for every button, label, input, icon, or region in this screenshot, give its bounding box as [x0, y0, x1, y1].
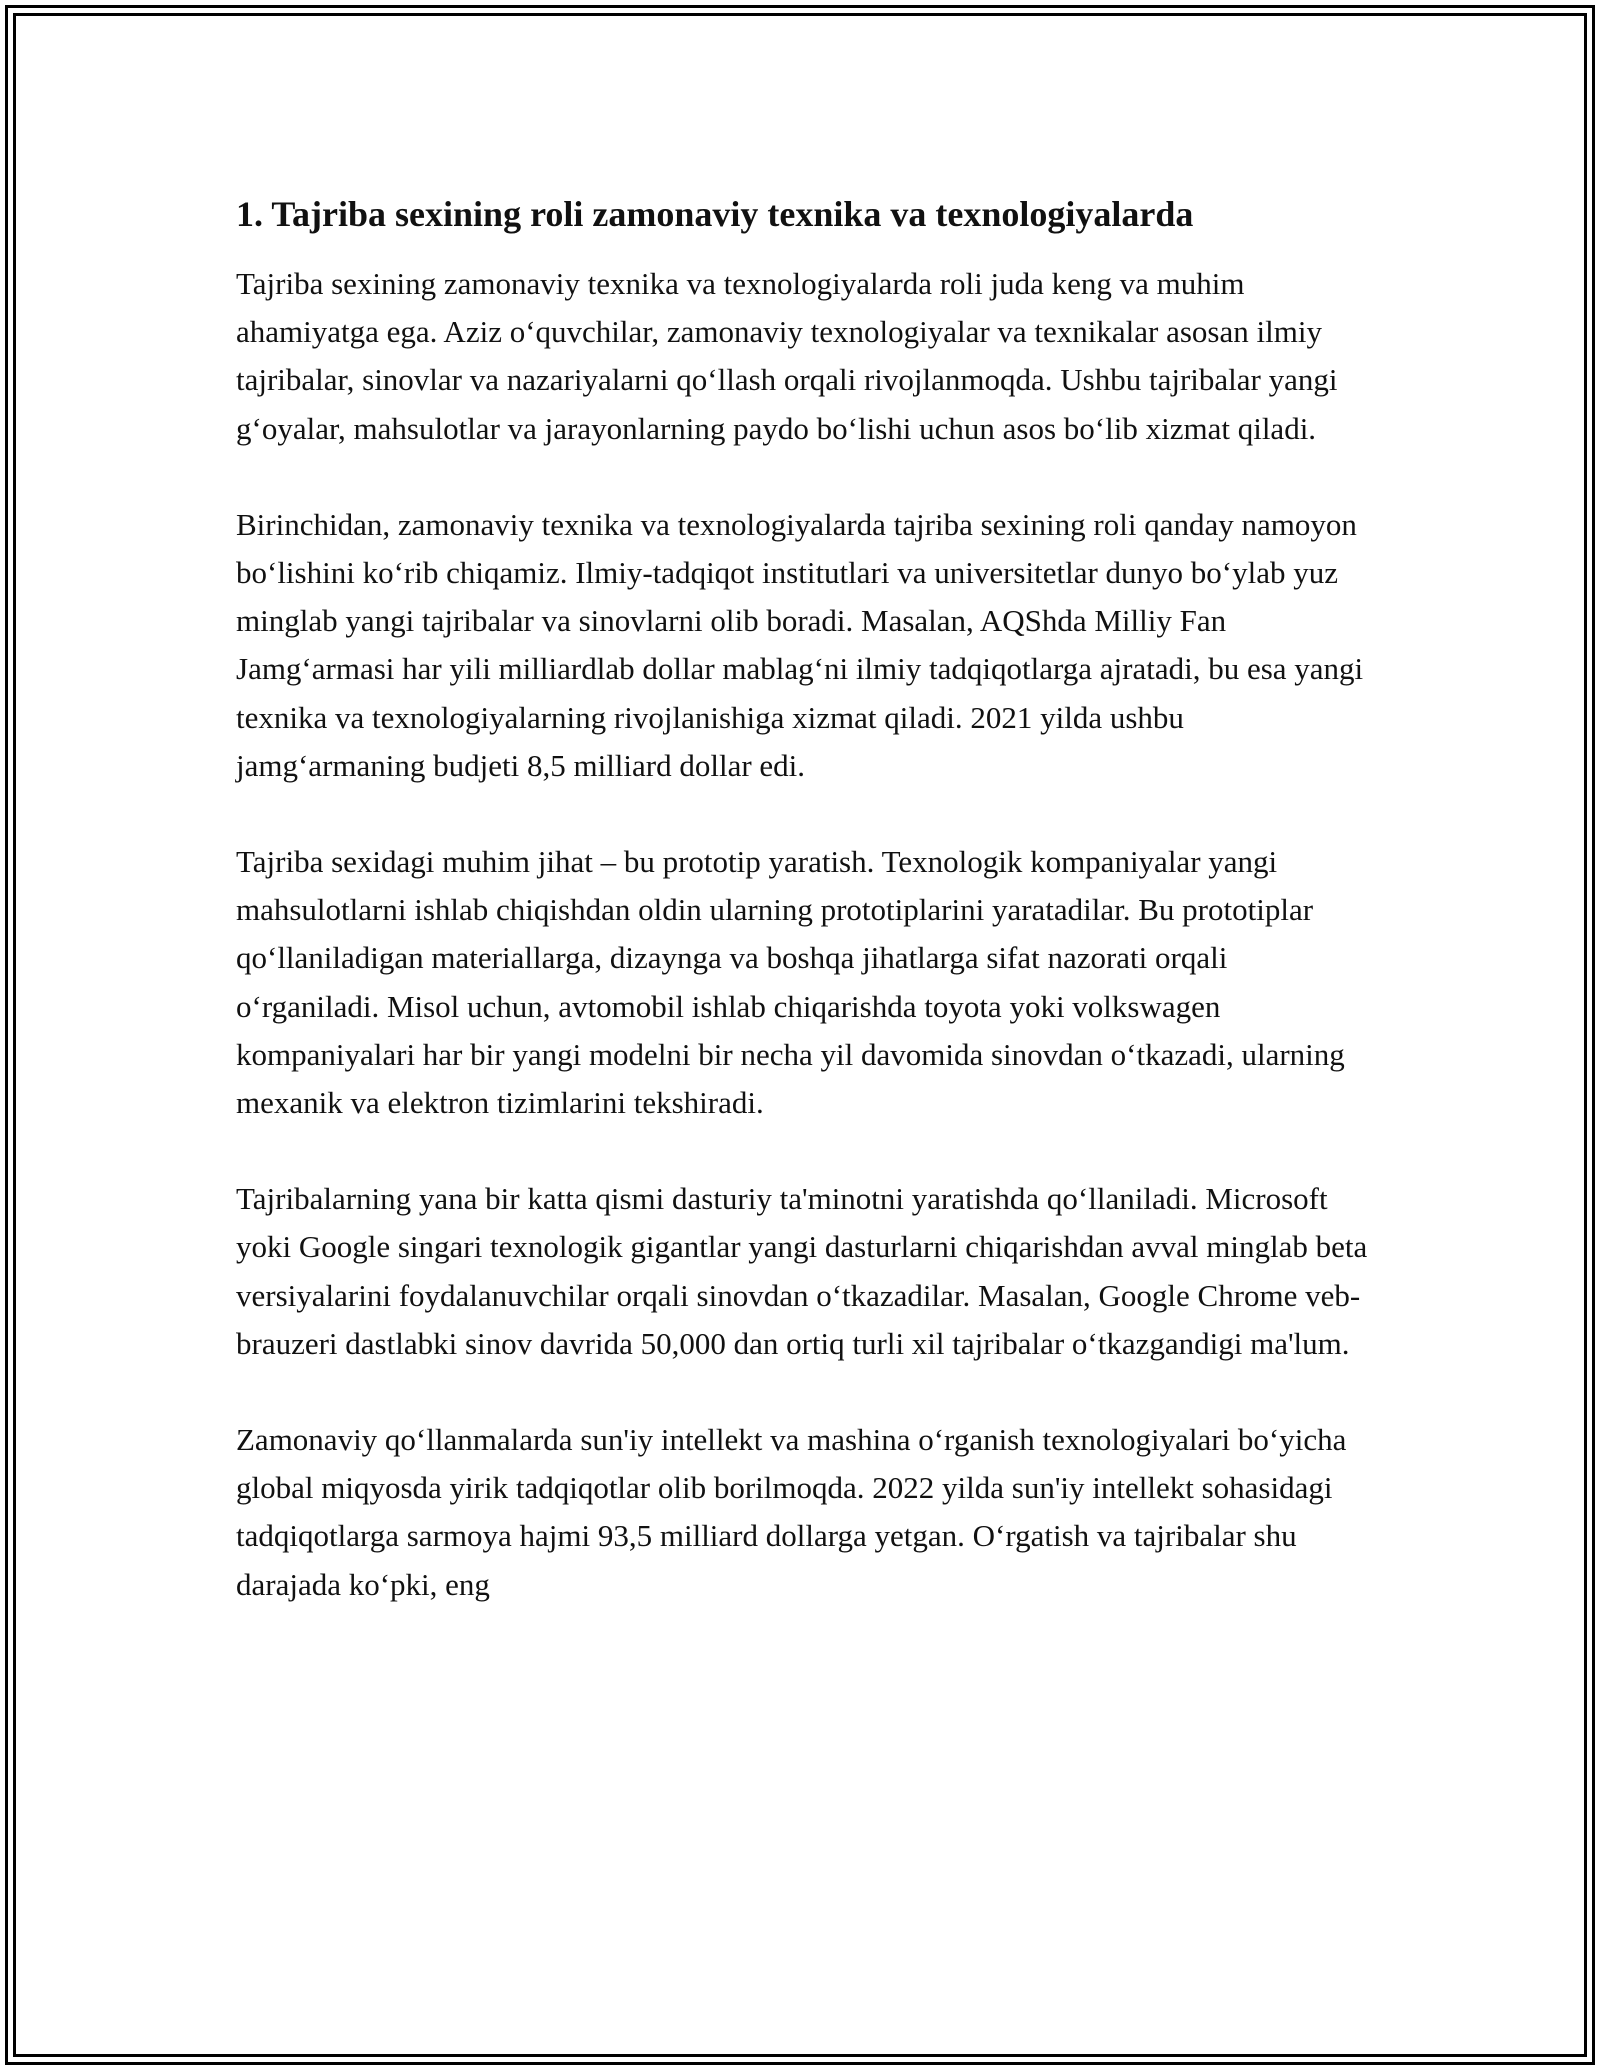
paragraph-2: Birinchidan, zamonaviy texnika va texnologiyalarda tajriba sexining roli qanday namoyon bo‘lishini ko‘rib chiqamiz. Ilmiy-tadqiqot institutlari va universitetlar dunyo bo‘ylab yuz minglab yangi tajribalar va sinovlarni olib boradi. Masalan, AQShda Milliy Fan Jamg‘armasi har yili milliardlab dollar mablag‘ni ilmiy tadqiqotlarga ajratadi, bu esa yangi texnika va texnologiyalarning rivojlanishiga xizmat qiladi. 2021 yilda ushbu jamg‘armaning budjeti 8,5 milliard dollar edi.	[236, 506, 1364, 783]
paragraph-3: Tajriba sexidagi muhim jihat – bu prototip yaratish. Texnologik kompaniyalar yangi mahsulotlarni ishlab chiqishdan oldin ularning prototiplarini yaratadilar. Bu prototiplar qo‘llaniladigan materiallarga, dizaynga va boshqa jihatlarga sifat nazorati orqali o‘rganiladi. Misol uchun, avtomobil ishlab chiqarishda toyota yoki volkswagen kompaniyalari har bir yangi modelni bir necha yil davomida sinovdan o‘tkazadi, ularning mexanik va elektron tizimlarini tekshiradi.	[236, 844, 1345, 1121]
page-title: 1. Tajriba sexining roli zamonaviy texnika va texnologiyalarda	[236, 194, 1194, 234]
paragraph-5: Zamonaviy qo‘llanmalarda sun'iy intellekt va mashina o‘rganish texnologiyalari bo‘yicha global miqyosda yirik tadqiqotlar olib borilmoqda. 2022 yilda sun'iy intellekt sohasidagi tadqiqotlarga sarmoya hajmi 93,5 milliard dollarga yetgan. O‘rgatish va tajribalar shu darajada ko‘pki, eng	[236, 1422, 1347, 1602]
document-body	[236, 188, 1376, 1657]
paragraph-1: Tajriba sexining zamonaviy texnika va texnologiyalarda roli juda keng va muhim ahamiyatga ega. Aziz o‘quvchilar, zamonaviy texnologiyalar va texnikalar asosan ilmiy tajribalar, sinovlar va nazariyalarni qo‘llash orqali rivojlanmoqda. Ushbu tajribalar yangi g‘oyalar, mahsulotlar va jarayonlarning paydo bo‘lishi uchun asos bo‘lib xizmat qiladi.	[236, 266, 1338, 446]
paragraph-4: Tajribalarning yana bir katta qismi dasturiy ta'minotni yaratishda qo‘llaniladi. Microsoft yoki Google singari texnologik gigantlar yangi dasturlarni chiqarishdan avval minglab beta versiyalarini foydalanuvchilar orqali sinovdan o‘tkazadilar. Masalan, Google Chrome veb-brauzeri dastlabki sinov davrida 50,000 dan ortiq turli xil tajribalar o‘tkazgandigi ma'lum.	[236, 1181, 1368, 1361]
